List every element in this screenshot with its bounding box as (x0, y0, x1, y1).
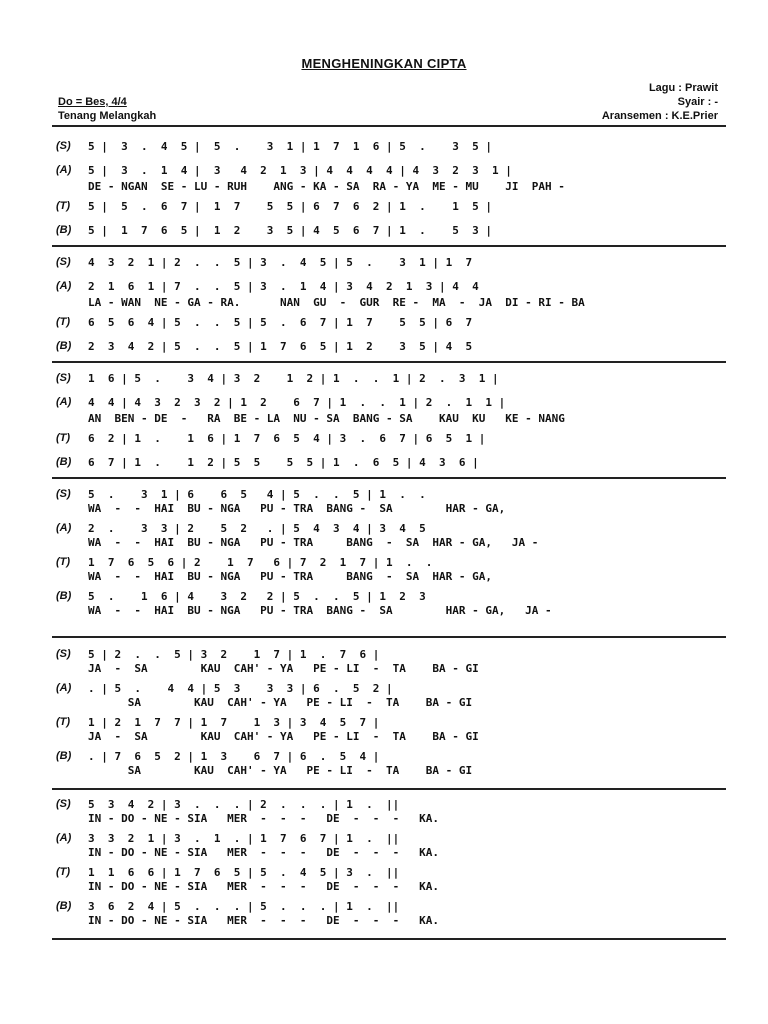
lyric-row: WA - - HAI BU - NGA PU - TRA BANG - SA HAR - GA, JA - (88, 604, 552, 617)
voice-label: (T) (56, 316, 71, 328)
voice-label: (S) (56, 488, 71, 500)
voice-label: (B) (56, 750, 72, 762)
notation-row: . | 5 . 4 4 | 5 3 3 3 | 6 . 5 2 | (88, 682, 393, 695)
notation-row: 5 . 3 1 | 6 6 5 4 | 5 . . 5 | 1 . . (88, 488, 426, 501)
notation-row: 5 3 4 2 | 3 . . . | 2 . . . | 1 . || (88, 798, 400, 811)
lyric-row: JA - SA KAU CAH' - YA PE - LI - TA BA - GI (88, 730, 479, 743)
voice-label: (B) (56, 224, 72, 236)
notation-row: 5 | 1 7 6 5 | 1 2 3 5 | 4 5 6 7 | 1 . 5 3 | (88, 224, 492, 237)
lyric-row: AN BEN - DE - RA BE - LA NU - SA BANG - SA KAU KU KE - NANG (88, 412, 565, 425)
notation-row: 5 | 5 . 6 7 | 1 7 5 5 | 6 7 6 2 | 1 . 1 5 | (88, 200, 492, 213)
notation-row: 5 | 3 . 1 4 | 3 4 2 1 3 | 4 4 4 4 | 4 3 2 3 1 | (88, 164, 512, 177)
lyric-row: IN - DO - NE - SIA MER - - - DE - - - KA. (88, 812, 439, 825)
divider (52, 125, 726, 127)
notation-row: 2 . 3 3 | 2 5 2 . | 5 4 3 4 | 3 4 5 (88, 522, 426, 535)
voice-label: (S) (56, 140, 71, 152)
notation-row: 6 5 6 4 | 5 . . 5 | 5 . 6 7 | 1 7 5 5 | 6 7 (88, 316, 473, 329)
notation-row: 6 7 | 1 . 1 2 | 5 5 5 5 | 1 . 6 5 | 4 3 6 | (88, 456, 479, 469)
notation-row: 1 7 6 5 6 | 2 1 7 6 | 7 2 1 7 | 1 . . (88, 556, 433, 569)
lyric-row: SA KAU CAH' - YA PE - LI - TA BA - GI (88, 696, 473, 709)
lyric-row: SA KAU CAH' - YA PE - LI - TA BA - GI (88, 764, 473, 777)
notation-row: 4 4 | 4 3 2 3 2 | 1 2 6 7 | 1 . . 1 | 2 . 1 1 | (88, 396, 506, 409)
voice-label: (A) (56, 164, 72, 176)
voice-label: (S) (56, 648, 71, 660)
notation-row: 6 2 | 1 . 1 6 | 1 7 6 5 4 | 3 . 6 7 | 6 5 1 | (88, 432, 486, 445)
notation-row: 2 3 4 2 | 5 . . 5 | 1 7 6 5 | 1 2 3 5 | 4 5 (88, 340, 473, 353)
lyric-row: LA - WAN NE - GA - RA. NAN GU - GUR RE - MA - JA DI - RI - BA (88, 296, 585, 309)
key-signature: Do = Bes, 4/4 (58, 96, 127, 108)
notation-row: 2 1 6 1 | 7 . . 5 | 3 . 1 4 | 3 4 2 1 3 | 4 4 (88, 280, 479, 293)
voice-label: (B) (56, 340, 72, 352)
notation-row: 4 3 2 1 | 2 . . 5 | 3 . 4 5 | 5 . 3 1 | 1 7 (88, 256, 473, 269)
notation-row: 1 6 | 5 . 3 4 | 3 2 1 2 | 1 . . 1 | 2 . 3 1 | (88, 372, 499, 385)
lyric-row: WA - - HAI BU - NGA PU - TRA BANG - SA HAR - GA, (88, 502, 506, 515)
voice-label: (S) (56, 372, 71, 384)
notation-row: 3 6 2 4 | 5 . . . | 5 . . . | 1 . || (88, 900, 400, 913)
voice-label: (T) (56, 200, 71, 212)
voice-label: (T) (56, 432, 71, 444)
notation-row: 3 3 2 1 | 3 . 1 . | 1 7 6 7 | 1 . || (88, 832, 400, 845)
voice-label: (A) (56, 522, 72, 534)
lyric-row: IN - DO - NE - SIA MER - - - DE - - - KA. (88, 914, 439, 927)
voice-label: (S) (56, 798, 71, 810)
system-divider (52, 938, 726, 940)
system-divider (52, 636, 726, 638)
lyricist: Syair : - (677, 96, 718, 108)
composer: Lagu : Prawit (648, 82, 718, 94)
voice-label: (A) (56, 682, 72, 694)
voice-label: (T) (56, 866, 71, 878)
voice-label: (A) (56, 396, 72, 408)
system-divider (52, 245, 726, 247)
voice-label: (B) (56, 900, 72, 912)
voice-label: (A) (56, 280, 72, 292)
notation-row: . | 7 6 5 2 | 1 3 6 7 | 6 . 5 4 | (88, 750, 380, 763)
tempo-marking: Tenang Melangkah (58, 110, 157, 122)
lyric-row: IN - DO - NE - SIA MER - - - DE - - - KA. (88, 880, 439, 893)
notation-row: 5 | 2 . . 5 | 3 2 1 7 | 1 . 7 6 | (88, 648, 380, 661)
system-divider (52, 361, 726, 363)
arranger: Aransemen : K.E.Prier (601, 110, 718, 122)
voice-label: (T) (56, 556, 71, 568)
voice-label: (S) (56, 256, 71, 268)
voice-label: (B) (56, 456, 72, 468)
lyric-row: JA - SA KAU CAH' - YA PE - LI - TA BA - GI (88, 662, 479, 675)
system-divider (52, 477, 726, 479)
notation-row: 1 1 6 6 | 1 7 6 5 | 5 . 4 5 | 3 . || (88, 866, 400, 879)
lyric-row: DE - NGAN SE - LU - RUH ANG - KA - SA RA - YA ME - MU JI PAH - (88, 180, 565, 193)
lyric-row: IN - DO - NE - SIA MER - - - DE - - - KA. (88, 846, 439, 859)
song-title: MENGHENINGKAN CIPTA (301, 56, 467, 71)
lyric-row: WA - - HAI BU - NGA PU - TRA BANG - SA HAR - GA, (88, 570, 492, 583)
notation-row: 5 | 3 . 4 5 | 5 . 3 1 | 1 7 1 6 | 5 . 3 5 | (88, 140, 492, 153)
voice-label: (T) (56, 716, 71, 728)
notation-row: 5 . 1 6 | 4 3 2 2 | 5 . . 5 | 1 2 3 (88, 590, 426, 603)
lyric-row: WA - - HAI BU - NGA PU - TRA BANG - SA HAR - GA, JA - (88, 536, 539, 549)
voice-label: (A) (56, 832, 72, 844)
notation-row: 1 | 2 1 7 7 | 1 7 1 3 | 3 4 5 7 | (88, 716, 380, 729)
voice-label: (B) (56, 590, 72, 602)
system-divider (52, 788, 726, 790)
